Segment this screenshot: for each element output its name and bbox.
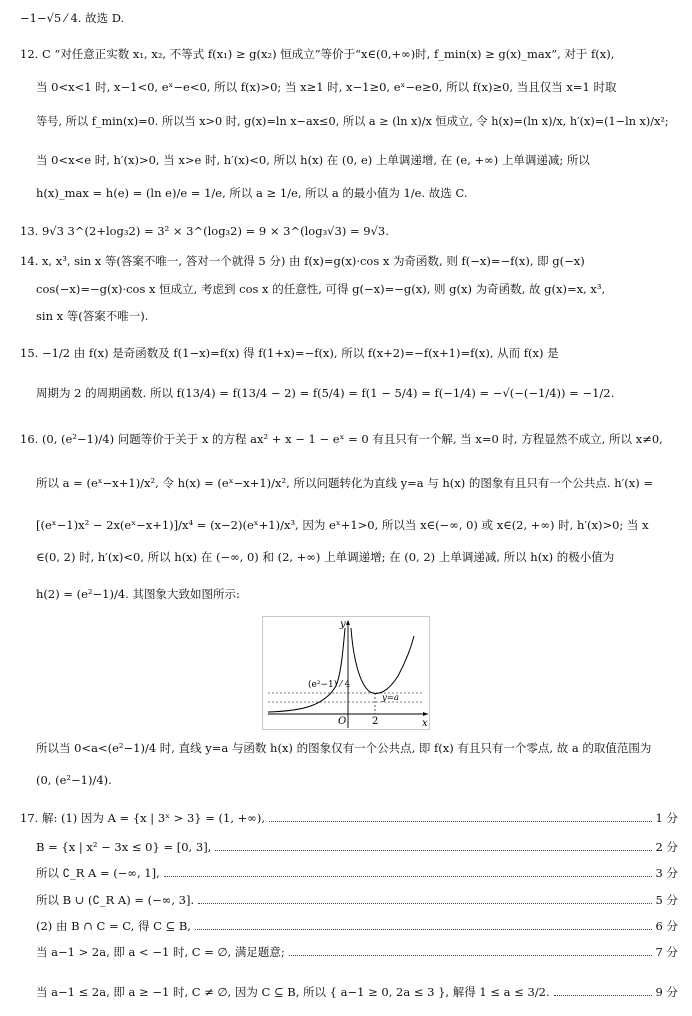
q16-line-1: 16. (0, (e²−1)/4) 问题等价于关于 x 的方程 ax² + x − 1 − eˣ = 0 有且只有一个解, 当 x=0 时, 方程显然不成立, 所以 x≠0, <box>20 432 663 446</box>
q12-line-5: h(x)_max = h(e) = (ln e)/e = 1/e, 所以 a ≥ 1/e, 所以 a 的最小值为 1/e. 故选 C. <box>36 186 468 200</box>
y-axis-arrow-icon <box>346 620 350 625</box>
leader-dots <box>195 918 652 930</box>
origin-label: O <box>338 716 347 727</box>
leader-dots <box>289 944 652 956</box>
q17-step-line <box>36 839 678 855</box>
x-axis-label: x <box>422 718 428 729</box>
y-axis-label: y <box>340 619 346 630</box>
q16-line-7: (0, (e²−1)/4). <box>36 773 112 787</box>
x-axis-arrow-icon <box>423 712 428 716</box>
score-label: 2 分 <box>655 840 678 854</box>
score-label: 7 分 <box>655 945 678 959</box>
graph-frame <box>263 617 430 730</box>
q12-line-1: 12. C “对任意正实数 x₁, x₂, 不等式 f(x₁) ≥ g(x₂) 恒成立”等价于“x∈(0,+∞)时, f_min(x) ≥ g(x)_max”, 对于 f(x), <box>20 47 615 61</box>
leader-dots <box>198 892 651 904</box>
q17-header-text: 17. 解: (1) 因为 A = {x | 3ˣ > 3} = (1, +∞), <box>20 811 266 825</box>
function-graph <box>262 616 430 730</box>
score-label: 6 分 <box>655 919 678 933</box>
q13-line: 13. 9√3 3^(2+log₃2) = 3² × 3^(log₃2) = 9 × 3^(log₃√3) = 9√3. <box>20 224 389 238</box>
q16-line-3: [(eˣ−1)x² − 2x(eˣ−x+1)]/x⁴ = (x−2)(eˣ+1)/x³, 因为 eˣ+1>0, 所以当 x∈(−∞, 0) 或 x∈(2, +∞) 时, h′(x)>0; 当 x <box>36 518 649 532</box>
leader-dots <box>164 865 652 877</box>
leader-dots <box>269 810 652 822</box>
q16-line-6: 所以当 0<a<(e²−1)/4 时, 直线 y=a 与函数 h(x) 的图象仅有一个公共点, 即 f(x) 有且只有一个零点, 故 a 的取值范围为 <box>36 741 652 755</box>
curve-left-branch <box>268 628 345 712</box>
function-graph-figure <box>262 616 430 730</box>
q12-line-2: 当 0<x<1 时, x−1<0, eˣ−e<0, 所以 f(x)>0; 当 x≥1 时, x−1≥0, eˣ−e≥0, 所以 f(x)≥0, 当且仅当 x=1 时取 <box>36 80 617 94</box>
line-y-equals-a-label: y=a <box>382 693 399 703</box>
score-label: 9 分 <box>655 985 678 999</box>
q17-step-text: (2) 由 B ∩ C = C, 得 C ⊆ B, <box>36 919 191 933</box>
q17-step-line <box>36 892 678 908</box>
q14-line-3: sin x 等(答案不唯一). <box>36 309 149 323</box>
q17-step-text: 所以 ∁_R A = (−∞, 1], <box>36 866 160 880</box>
curve-right-branch <box>351 628 414 693</box>
q17-step-line <box>36 944 678 960</box>
q17-step-line <box>36 865 678 881</box>
q15-line-2: 周期为 2 的周期函数. 所以 f(13/4) = f(13/4 − 2) = f(5/4) = f(1 − 5/4) = f(−1/4) = −√(−(−1/4)) = −1/2. <box>36 386 615 400</box>
q11-tail-line: −1−√5 ⁄ 4. 故选 D. <box>20 11 125 25</box>
q15-line-1: 15. −1/2 由 f(x) 是奇函数及 f(1−x)=f(x) 得 f(1+x)=−f(x), 所以 f(x+2)=−f(x+1)=f(x), 从而 f(x) 是 <box>20 346 559 360</box>
q12-line-3: 等号, 所以 f_min(x)=0. 所以当 x>0 时, g(x)=ln x−ax≤0, 所以 a ≥ (ln x)/x 恒成立, 令 h(x)=(ln x)/x, h′(x)=(1−ln x)/x²; <box>36 115 669 128</box>
q17-step-text: 当 a−1 ≤ 2a, 即 a ≥ −1 时, C ≠ ∅, 因为 C ⊆ B, 所以 { a−1 ≥ 0, 2a ≤ 3 }, 解得 1 ≤ a ≤ 3/2. <box>36 985 550 999</box>
q17-step-text: B = {x | x² − 3x ≤ 0} = [0, 3], <box>36 840 212 854</box>
q17-header-line <box>20 810 678 826</box>
score-label: 3 分 <box>655 866 678 880</box>
q17-step-line <box>36 984 678 1000</box>
leader-dots <box>215 839 651 851</box>
q16-line-4: ∈(0, 2) 时, h′(x)<0, 所以 h(x) 在 (−∞, 0) 和 (2, +∞) 上单调递增; 在 (0, 2) 上单调递减, 所以 h(x) 的极小值为 <box>36 550 615 564</box>
leader-dots <box>554 984 652 996</box>
q14-line-1: 14. x, x³, sin x 等(答案不唯一, 答对一个就得 5 分) 由 f(x)=g(x)·cos x 为奇函数, 则 f(−x)=−f(x), 即 g(−x) <box>20 254 585 268</box>
q16-line-2: 所以 a = (eˣ−x+1)/x², 令 h(x) = (eˣ−x+1)/x², 所以问题转化为直线 y=a 与 h(x) 的图象有且只有一个公共点. h′(x) = <box>36 476 653 490</box>
q14-line-2: cos(−x)=−g(x)·cos x 恒成立, 考虑到 cos x 的任意性, 可得 g(−x)=−g(x), 则 g(x) 为奇函数, 故 g(x)=x, x³, <box>36 282 606 296</box>
score-label: 5 分 <box>655 893 678 907</box>
q17-step-line <box>36 918 678 934</box>
score-label: 1 分 <box>655 811 678 825</box>
q12-line-4: 当 0<x<e 时, h′(x)>0, 当 x>e 时, h′(x)<0, 所以 h(x) 在 (0, e) 上单调递增, 在 (e, +∞) 上单调递减; 所以 <box>36 153 590 167</box>
x-tick-2-label: 2 <box>372 716 379 727</box>
minimum-value-label: (e²−1) ⁄ 4 <box>308 680 351 690</box>
q16-line-5: h(2) = (e²−1)/4. 其图象大致如图所示: <box>36 587 240 601</box>
q17-step-text: 当 a−1 > 2a, 即 a < −1 时, C = ∅, 满足题意; <box>36 945 285 959</box>
q17-step-text: 所以 B ∪ (∁_R A) = (−∞, 3]. <box>36 893 195 907</box>
